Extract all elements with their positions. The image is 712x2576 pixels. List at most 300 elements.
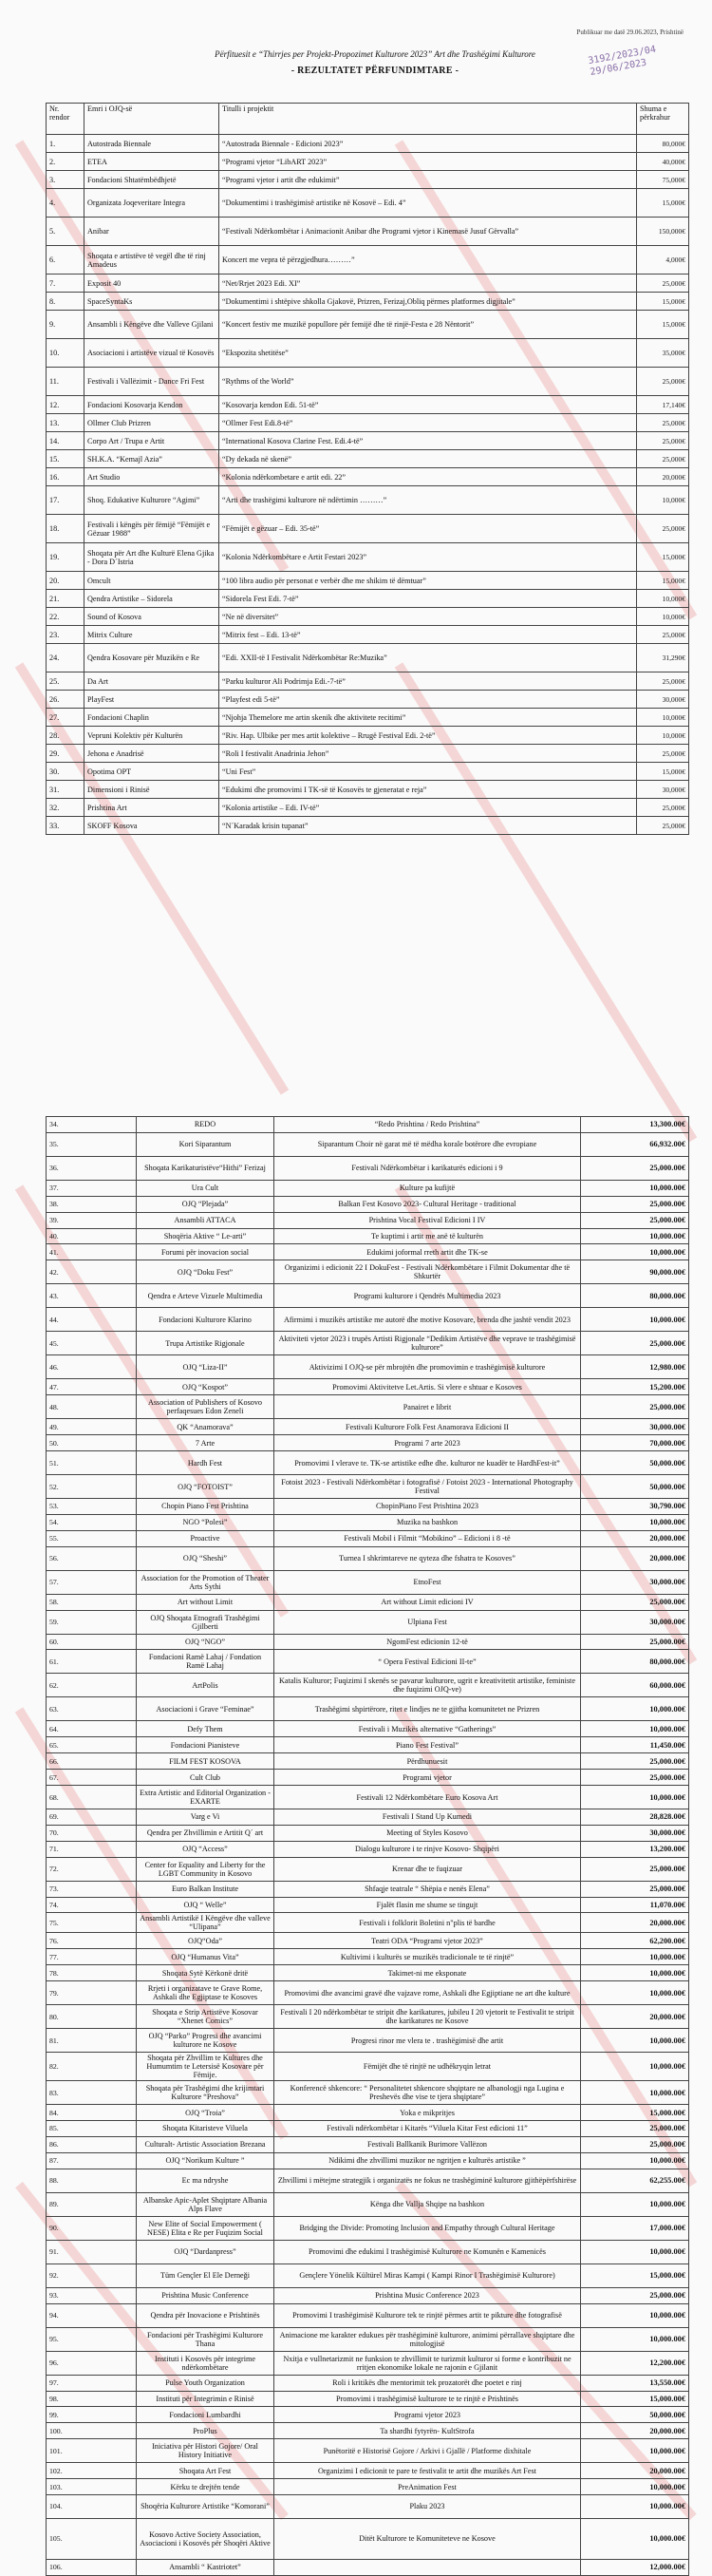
cell-org: Qendra për Inovacione e Prishtinës xyxy=(137,2303,274,2327)
cell-org: Kosovo Active Society Association, Asociacioni i Kosovës për Shoqëri Aktive xyxy=(137,2518,274,2559)
cell-proj: “Dokumentimi i trashëgimisë artistike në Kosovë – Edi. 4” xyxy=(219,189,637,218)
cell-amt: 25,000€ xyxy=(637,817,689,835)
cell-proj: Programi vjetor 2023 xyxy=(274,2407,581,2423)
cell-amt: 50,000.00€ xyxy=(581,1475,689,1499)
cell-nr: 25. xyxy=(47,672,84,691)
table-row xyxy=(47,2216,689,2240)
cell-org: Culturalt- Artistic Association Brezana xyxy=(137,2136,274,2152)
table-row xyxy=(47,2105,689,2121)
cell-org: Iniciativa për Histori Gojore/ Oral History Initiative xyxy=(137,2439,274,2463)
cell-nr: 4. xyxy=(47,189,84,218)
cell-org: OJQ “NGO” xyxy=(137,1634,274,1650)
cell-amt: 50,000.00€ xyxy=(581,2407,689,2423)
table-row xyxy=(47,1674,689,1697)
cell-org: Shoqëria Aktive “ Le-arti” xyxy=(137,1228,274,1244)
cell-nr: 60. xyxy=(47,1634,137,1650)
cell-amt: 10,000.00€ xyxy=(581,1180,689,1196)
cell-amt: 10,000.00€ xyxy=(581,2303,689,2327)
cell-amt: 60,000.00€ xyxy=(581,1674,689,1697)
cell-nr: 103. xyxy=(47,2479,137,2495)
cell-nr: 13. xyxy=(47,414,84,432)
cell-nr: 23. xyxy=(47,626,84,644)
cell-proj: NgomFest edicionin 12-të xyxy=(274,1634,581,1650)
table-row xyxy=(47,486,689,515)
cell-org: OJQ “Humanus Vita” xyxy=(137,1949,274,1965)
cell-proj: “Net/Rrjet 2023 Edi. XI” xyxy=(219,275,637,293)
table-row xyxy=(47,450,689,468)
cell-amt: 20,000.00€ xyxy=(581,2423,689,2439)
cell-nr: 20. xyxy=(47,572,84,590)
table-row xyxy=(47,590,689,608)
cell-nr: 15. xyxy=(47,450,84,468)
table-row xyxy=(47,1546,689,1570)
cell-proj: Muzika na bashkon xyxy=(274,1514,581,1530)
cell-nr: 102. xyxy=(47,2463,137,2479)
cell-proj: “100 libra audio për personat e verbër dhe me shikim të dëmtuar” xyxy=(219,572,637,590)
cell-amt: 30,000.00€ xyxy=(581,1825,689,1841)
table-row xyxy=(47,1949,689,1965)
cell-nr: 16. xyxy=(47,468,84,486)
cell-org: Fondacioni Kulturore Klarino xyxy=(137,1308,274,1332)
cell-nr: 12. xyxy=(47,396,84,414)
cell-nr: 29. xyxy=(47,745,84,763)
cell-org: REDO xyxy=(137,1117,274,1133)
table-row xyxy=(47,1514,689,1530)
header-amt: Shuma e përkrahur xyxy=(637,104,689,135)
cell-nr: 82. xyxy=(47,2053,137,2081)
cell-amt: 10,000.00€ xyxy=(581,2152,689,2169)
cell-nr: 54. xyxy=(47,1514,137,1530)
table-row xyxy=(47,2053,689,2081)
table-row xyxy=(47,1244,689,1260)
header-org: Emri i OJQ-së xyxy=(84,104,219,135)
table-1-body xyxy=(47,135,689,835)
table-row xyxy=(47,709,689,727)
cell-proj: Prishtina Vocal Festival Edicioni I IV xyxy=(274,1212,581,1228)
cell-nr: 39. xyxy=(47,1212,137,1228)
cell-proj: Edukimi joformal rreth artit dhe TK-se xyxy=(274,1244,581,1260)
cell-proj: Promovimi i trashëgimisë kulturore te te rinjtë e Prishtinës xyxy=(274,2391,581,2407)
cell-amt: 10,000.00€ xyxy=(581,2327,689,2351)
cell-amt: 15,000€ xyxy=(637,293,689,311)
cell-amt: 10,000€ xyxy=(637,608,689,626)
cell-proj: Zhvillimi i mëtejme strategjik i organizatës ne fokus ne trashëgiminë kulturore gjithëpërfshirëse xyxy=(274,2169,581,2192)
table-row xyxy=(47,1881,689,1897)
cell-nr: 46. xyxy=(47,1355,137,1379)
cell-nr: 34. xyxy=(47,1117,137,1133)
cell-proj: Programi vjetor xyxy=(274,1770,581,1786)
cell-nr: 104. xyxy=(47,2494,137,2518)
cell-proj: “Dy dekada në skenë” xyxy=(219,450,637,468)
cell-org: OJQ “ Welle” xyxy=(137,1897,274,1913)
cell-org: Defy Them xyxy=(137,1721,274,1737)
table-row xyxy=(47,572,689,590)
cell-proj: Promovimi dhe edukimi I trashëgimisë Kulturore ne Komunën e Kamenicës xyxy=(274,2240,581,2263)
cell-proj: Promovimi I trashëgimisë Kulturore tek te rinjtë përmes artit te pikture dhe fotografisë xyxy=(274,2303,581,2327)
cell-nr: 106. xyxy=(47,2559,137,2575)
cell-proj: “Playfest edi 5-të” xyxy=(219,691,637,709)
cell-amt: 10,000.00€ xyxy=(581,2439,689,2463)
cell-nr: 90. xyxy=(47,2216,137,2240)
cell-nr: 105. xyxy=(47,2518,137,2559)
cell-nr: 74. xyxy=(47,1897,137,1913)
cell-nr: 76. xyxy=(47,1933,137,1949)
cell-proj: ChopinPiano Fest Prishtina 2023 xyxy=(274,1499,581,1515)
cell-nr: 78. xyxy=(47,1965,137,1981)
cell-amt: 75,000€ xyxy=(637,171,689,189)
cell-org: Shoqëria Kulturore Artistike “Komorani” xyxy=(137,2494,274,2518)
cell-nr: 9. xyxy=(47,311,84,339)
cell-nr: 101. xyxy=(47,2439,137,2463)
table-row xyxy=(47,1634,689,1650)
cell-amt: 10,000.00€ xyxy=(581,2518,689,2559)
cell-nr: 24. xyxy=(47,644,84,672)
cell-org: Fondacioni për Trashëgimi Kulturore Thana xyxy=(137,2327,274,2351)
cell-nr: 89. xyxy=(47,2192,137,2216)
cell-amt: 62,200.00€ xyxy=(581,1933,689,1949)
cell-nr: 51. xyxy=(47,1451,137,1475)
cell-proj: Përdhunuesit xyxy=(274,1753,581,1770)
table-row xyxy=(47,2303,689,2327)
table-row xyxy=(47,799,689,817)
cell-org: Asociacioni i artistëve vizual të Kosovës xyxy=(84,339,219,368)
table-row xyxy=(47,246,689,275)
cell-amt: 25,000€ xyxy=(637,626,689,644)
table-row xyxy=(47,2081,689,2105)
cell-org: Pulse Youth Organization xyxy=(137,2375,274,2391)
cell-org: Art Studio xyxy=(84,468,219,486)
cell-amt: 20,000.00€ xyxy=(581,2463,689,2479)
cell-amt: 10,000€ xyxy=(637,709,689,727)
table-row xyxy=(47,2463,689,2479)
cell-amt: 80,000.00€ xyxy=(581,1650,689,1674)
cell-org: Fondacioni Ramë Lahaj / Fondation Ramë Lahaj xyxy=(137,1650,274,1674)
cell-amt: 25,000€ xyxy=(637,745,689,763)
cell-proj: EtnoFest xyxy=(274,1570,581,1594)
cell-proj: Takimet-ni me eksponate xyxy=(274,1965,581,1981)
cell-amt: 12,980.00€ xyxy=(581,1355,689,1379)
cell-org: Shoq. Edukative Kulturore “Agimi” xyxy=(84,486,219,515)
table-row xyxy=(47,2005,689,2029)
cell-nr: 8. xyxy=(47,293,84,311)
cell-amt: 17,000.00€ xyxy=(581,2216,689,2240)
table-row xyxy=(47,1395,689,1419)
header-proj: Titulli i projektit xyxy=(219,104,637,135)
cell-amt: 10,000.00€ xyxy=(581,2479,689,2495)
cell-proj: “Ekspozita shetitëse” xyxy=(219,339,637,368)
cell-proj: Animacione me karakter edukues për trashëgiminë kulturore, animimi përrallave shqiptare dhe mitologjisë xyxy=(274,2327,581,2351)
cell-proj: Trashëgimi shpirtërore, ritet e lindjes ne te gjitha komunitetet ne Prizren xyxy=(274,1697,581,1721)
cell-amt: 10,000.00€ xyxy=(581,1949,689,1965)
cell-proj: Promovimi Aktivitetve Let.Artis. Si vlere e shtuar e Kosoves xyxy=(274,1379,581,1395)
cell-proj: “Fëmijët e gëzuar – Edi. 35-të” xyxy=(219,515,637,543)
cell-proj: “Ollmer Fest Edi.8-të” xyxy=(219,414,637,432)
cell-amt: 11,070.00€ xyxy=(581,1897,689,1913)
cell-amt: 25,000.00€ xyxy=(581,1857,689,1881)
cell-proj: “Koncert festiv me muzikë popullore për femijë dhe të rinjë-Festa e 28 Nëntorit” xyxy=(219,311,637,339)
cell-nr: 42. xyxy=(47,1260,137,1284)
cell-org: Forumi për inovacion social xyxy=(137,1244,274,1260)
table-row xyxy=(47,817,689,835)
cell-amt: 12,200.00€ xyxy=(581,2351,689,2375)
cell-org: Prishtina Art xyxy=(84,799,219,817)
cell-proj: “Roli I festivalit Anadrinia Jehon” xyxy=(219,745,637,763)
cell-org: Fondacioni Shtatëmbëdhjetë xyxy=(84,171,219,189)
cell-proj: “Edukimi dhe promovimi I TK-së të Kosovës te gjeneratat e reja” xyxy=(219,781,637,799)
table-row xyxy=(47,2152,689,2169)
cell-org: OJQ “FOTOIST” xyxy=(137,1475,274,1499)
cell-amt: 25,000.00€ xyxy=(581,1395,689,1419)
table-row xyxy=(47,1451,689,1475)
cell-proj: “Ne në diversitet” xyxy=(219,608,637,626)
cell-nr: 35. xyxy=(47,1132,137,1156)
cell-nr: 41. xyxy=(47,1244,137,1260)
cell-org: Shoqata Karikaturistëve“Hithi” Ferizaj xyxy=(137,1156,274,1180)
table-row xyxy=(47,1825,689,1841)
cell-amt: 25,000.00€ xyxy=(581,1332,689,1355)
cell-org: Fondacioni Kosovarja Kendon xyxy=(84,396,219,414)
cell-nr: 96. xyxy=(47,2351,137,2375)
table-row xyxy=(47,1196,689,1212)
cell-org: SH.K.A. “Kemajl Azia” xyxy=(84,450,219,468)
cell-org: Mitrix Culture xyxy=(84,626,219,644)
cell-org: Ansambli Artistikë I Këngëve dhe valleve “Ulipana” xyxy=(137,1913,274,1933)
cell-proj: Koncert me vepra të përzgjedhura………” xyxy=(219,246,637,275)
cell-nr: 2. xyxy=(47,153,84,171)
cell-amt: 25,000.00€ xyxy=(581,1770,689,1786)
cell-amt: 12,000.00€ xyxy=(581,2559,689,2575)
cell-nr: 1. xyxy=(47,135,84,153)
cell-proj: Festivali 12 Ndërkombëtare Euro Kosova Art xyxy=(274,1786,581,1809)
cell-proj: Ulpiana Fest xyxy=(274,1610,581,1634)
cell-org: Chopin Piano Fest Prishtina xyxy=(137,1499,274,1515)
cell-amt: 35,000€ xyxy=(637,339,689,368)
cell-proj: Progresi rinor me vlera te . trashëgimisë dhe artit xyxy=(274,2029,581,2053)
cell-nr: 45. xyxy=(47,1332,137,1355)
cell-proj: “Sidorela Fest Edi. 7-të” xyxy=(219,590,637,608)
cell-proj: Festivali Kulturore Folk Fest Anamorava Edicioni II xyxy=(274,1419,581,1435)
table-row xyxy=(47,727,689,745)
table-row xyxy=(47,311,689,339)
cell-org: Ollmer Club Prizren xyxy=(84,414,219,432)
cell-proj: Gençlere Yönelik Kültürel Miras Kampi ( Kampi Rinor I Trashëgimisë Kulturore) xyxy=(274,2263,581,2287)
cell-amt: 25,000€ xyxy=(637,432,689,450)
table-row xyxy=(47,1435,689,1451)
cell-nr: 43. xyxy=(47,1284,137,1308)
cell-proj: Roli i kritikës dhe mentorimit tek prozatorët dhe poetet e rinj xyxy=(274,2375,581,2391)
table-row xyxy=(47,2240,689,2263)
cell-proj: Aktivizimi I OJQ-se për mbrojtën dhe promovimin e trashëgimisë kulturore xyxy=(274,1355,581,1379)
cell-proj: Konferencë shkencore: “ Personalitetet shkencore shqiptare ne albanologji nga Lugina e Preshevës dhe vise te tjera shqiptare” xyxy=(274,2081,581,2105)
cell-org: Art without Limit xyxy=(137,1594,274,1610)
table-row xyxy=(47,135,689,153)
table-row xyxy=(47,189,689,218)
cell-nr: 68. xyxy=(47,1786,137,1809)
cell-amt: 10,000€ xyxy=(637,727,689,745)
cell-proj: Ta shardhi fytyrën- KultStrofa xyxy=(274,2423,581,2439)
cell-proj: Fjalët flasin me shume se tingujt xyxy=(274,1897,581,1913)
table-row xyxy=(47,608,689,626)
cell-org: Hardh Fest xyxy=(137,1451,274,1475)
table-row xyxy=(47,1530,689,1546)
cell-amt: 25,000.00€ xyxy=(581,1881,689,1897)
cell-nr: 47. xyxy=(47,1379,137,1395)
cell-amt: 13,550.00€ xyxy=(581,2375,689,2391)
table-row xyxy=(47,2029,689,2053)
cell-amt: 80,000€ xyxy=(637,135,689,153)
cell-amt: 10,000.00€ xyxy=(581,1721,689,1737)
cell-amt: 30,000€ xyxy=(637,691,689,709)
cell-nr: 57. xyxy=(47,1570,137,1594)
cell-proj: “Njohja Themelore me artin skenik dhe aktivitete recitimi” xyxy=(219,709,637,727)
table-row xyxy=(47,1857,689,1881)
table-row xyxy=(47,2169,689,2192)
cell-proj: Te kuptimi i artit me anë të kulturën xyxy=(274,1228,581,1244)
cell-proj: Shfaqje teatrale “ Shëpia e nenës Elena” xyxy=(274,1881,581,1897)
cell-amt: 31,290€ xyxy=(637,644,689,672)
cell-nr: 6. xyxy=(47,246,84,275)
cell-proj: Aktiviteti vjetor 2023 i trupës Artisti Rigjonale “Dedikim Artistëve dhe veprave te trashëgimisë kulturore” xyxy=(274,1332,581,1355)
cell-org: OJQ Shoqata Etnografi Trashëgimi Gjilberti xyxy=(137,1610,274,1634)
table-row xyxy=(47,644,689,672)
table-row xyxy=(47,1475,689,1499)
table-row xyxy=(47,2287,689,2303)
cell-amt: 10,000.00€ xyxy=(581,2029,689,2053)
cell-amt: 13,300.00€ xyxy=(581,1117,689,1133)
cell-nr: 72. xyxy=(47,1857,137,1881)
cell-amt: 10,000.00€ xyxy=(581,1514,689,1530)
results-table-1 xyxy=(46,103,689,835)
cell-nr: 14. xyxy=(47,432,84,450)
cell-nr: 75. xyxy=(47,1913,137,1933)
cell-org: Ansambli “ Kastriotet” xyxy=(137,2559,274,2575)
cell-nr: 36. xyxy=(47,1156,137,1180)
cell-proj: Festivali ndërkombëtar i Kitarës “Viluela Kitar Fest edicioni 11” xyxy=(274,2121,581,2137)
cell-nr: 11. xyxy=(47,368,84,396)
table-row xyxy=(47,515,689,543)
table-row xyxy=(47,1355,689,1379)
cell-amt: 30,000€ xyxy=(637,781,689,799)
cell-org: OJQ “Access” xyxy=(137,1841,274,1857)
cell-nr: 67. xyxy=(47,1770,137,1786)
table-row xyxy=(47,2327,689,2351)
cell-proj: Ndikimi dhe zhvillimi muzikor ne ngritjen e kulturës artistike ” xyxy=(274,2152,581,2169)
cell-nr: 77. xyxy=(47,1949,137,1965)
cell-nr: 31. xyxy=(47,781,84,799)
cell-amt: 13,200.00€ xyxy=(581,1841,689,1857)
cell-org: OJQ “Plejada” xyxy=(137,1196,274,1212)
cell-proj: “International Kosova Clarine Fest. Edi.4-të” xyxy=(219,432,637,450)
cell-org: ArtPolis xyxy=(137,1674,274,1697)
cell-org: Shoqata e artistëve të vegël dhe të rinj Amadeus xyxy=(84,246,219,275)
cell-nr: 30. xyxy=(47,763,84,781)
cell-nr: 79. xyxy=(47,1981,137,2005)
cell-org: Shoqata Art Fest xyxy=(137,2463,274,2479)
cell-amt: 25,000.00€ xyxy=(581,2136,689,2152)
cell-amt: 10,000€ xyxy=(637,590,689,608)
table-row xyxy=(47,468,689,486)
table-row xyxy=(47,339,689,368)
table-row xyxy=(47,396,689,414)
cell-amt: 30,000.00€ xyxy=(581,1419,689,1435)
cell-org: NGO “Polesi” xyxy=(137,1514,274,1530)
cell-amt: 20,000€ xyxy=(637,468,689,486)
cell-org: OJQ “Troia” xyxy=(137,2105,274,2121)
cell-nr: 40. xyxy=(47,1228,137,1244)
cell-amt: 15,200.00€ xyxy=(581,1379,689,1395)
cell-nr: 81. xyxy=(47,2029,137,2053)
cell-amt: 80,000.00€ xyxy=(581,1284,689,1308)
cell-amt: 28,828.00€ xyxy=(581,1809,689,1826)
cell-proj: “Riv. Hap. Ulbike per mes artit kolektive – Rrugë Festival Edi. 2-të” xyxy=(219,727,637,745)
cell-proj: Meeting of Styles Kosovo xyxy=(274,1825,581,1841)
cell-org: PlayFest xyxy=(84,691,219,709)
cell-proj: “Parku kulturor Ali Podrimja Edi.-7-të” xyxy=(219,672,637,691)
cell-proj: Fotoist 2023 - Festivali Ndërkombëtar i fotografisë / Fotoist 2023 - International Photography Festival xyxy=(274,1475,581,1499)
table-row xyxy=(47,2479,689,2495)
cell-amt: 15,000.00€ xyxy=(581,2263,689,2287)
table-row xyxy=(47,1786,689,1809)
cell-proj: “Kosovarja kendon Edi. 51-të” xyxy=(219,396,637,414)
table-row xyxy=(47,1180,689,1196)
table-row xyxy=(47,1770,689,1786)
cell-org: Corpo Art / Trupa e Artit xyxy=(84,432,219,450)
cell-org: Extra Artistic and Editorial Organization - EXARTE xyxy=(137,1786,274,1809)
cell-amt: 25,000.00€ xyxy=(581,1594,689,1610)
cell-proj: Programi 7 arte 2023 xyxy=(274,1435,581,1451)
cell-proj: Art without Limit edicioni IV xyxy=(274,1594,581,1610)
cell-org: Shoqata për Trashëgimi dhe krijimtari Kulturore “Preshova” xyxy=(137,2081,274,2105)
cell-proj: Kulture pa kufijtë xyxy=(274,1180,581,1196)
cell-nr: 21. xyxy=(47,590,84,608)
cell-amt: 10,000.00€ xyxy=(581,2081,689,2105)
cell-nr: 10. xyxy=(47,339,84,368)
table-row xyxy=(47,672,689,691)
cell-amt: 10,000.00€ xyxy=(581,1981,689,2005)
table-row xyxy=(47,2407,689,2423)
table-row xyxy=(47,1156,689,1180)
cell-proj: Kultivimi i kulturës se muzikës tradicionale te të rinjtë” xyxy=(274,1949,581,1965)
table-row xyxy=(47,368,689,396)
cell-amt: 17,140€ xyxy=(637,396,689,414)
cell-proj: Festivali i Muzikës alternative “Gatherings” xyxy=(274,1721,581,1737)
cell-amt: 25,000.00€ xyxy=(581,1634,689,1650)
cell-nr: 64. xyxy=(47,1721,137,1737)
cell-proj: “ Opera Festival Edicioni II-te” xyxy=(274,1650,581,1674)
cell-org: Organizata Joqeveritare Integra xyxy=(84,189,219,218)
cell-proj: Promovimi I vlerave te. TK-se artistike edhe dhe. kulturor ne kuadër te HardhFest-it” xyxy=(274,1451,581,1475)
table-row xyxy=(47,1332,689,1355)
cell-nr: 65. xyxy=(47,1737,137,1753)
cell-org: Shoqata Kitaristeve Viluela xyxy=(137,2121,274,2137)
cell-amt: 10,000.00€ xyxy=(581,2053,689,2081)
cell-proj: Prishtina Music Conference 2023 xyxy=(274,2287,581,2303)
cell-amt: 15,000€ xyxy=(637,572,689,590)
cell-nr: 69. xyxy=(47,1809,137,1826)
table-row xyxy=(47,2136,689,2152)
table-row xyxy=(47,2351,689,2375)
table-row xyxy=(47,2559,689,2575)
cell-org: Da Art xyxy=(84,672,219,691)
cell-org: Ansambli i Këngëve dhe Valleve Gjilani xyxy=(84,311,219,339)
cell-amt: 25,000€ xyxy=(637,414,689,432)
cell-org: Kori Siparantum xyxy=(137,1132,274,1156)
cell-amt: 25,000.00€ xyxy=(581,2121,689,2137)
table-row xyxy=(47,1594,689,1610)
cell-org: ETEA xyxy=(84,153,219,171)
cell-amt: 15,000.00€ xyxy=(581,2105,689,2121)
table-row xyxy=(47,1697,689,1721)
